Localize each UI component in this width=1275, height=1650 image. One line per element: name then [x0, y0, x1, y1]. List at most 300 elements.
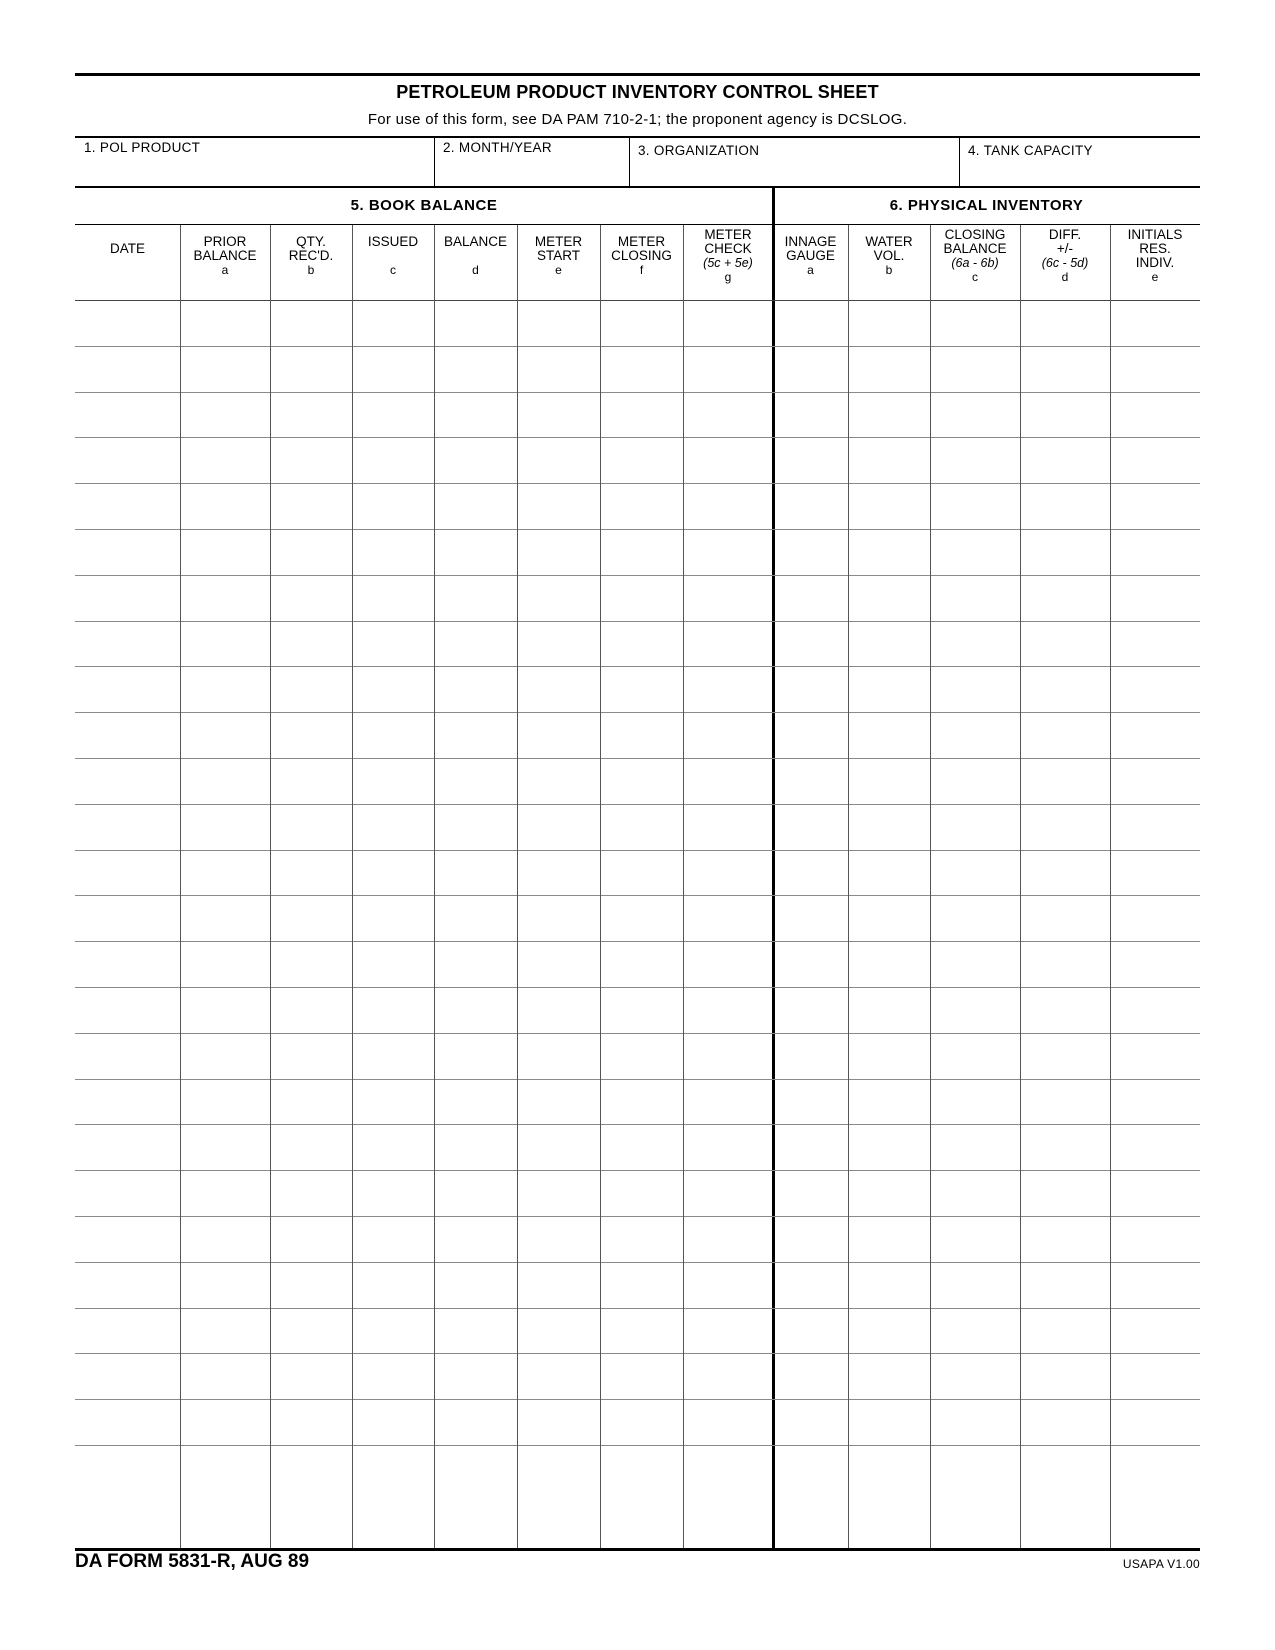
table-cell[interactable] — [1110, 1080, 1200, 1126]
table-cell[interactable] — [600, 805, 683, 851]
table-cell[interactable] — [180, 438, 270, 484]
table-cell[interactable] — [1020, 988, 1110, 1034]
table-cell[interactable] — [683, 805, 773, 851]
table-cell[interactable] — [773, 942, 848, 988]
table-cell[interactable] — [434, 1034, 517, 1080]
table-cell[interactable] — [180, 988, 270, 1034]
table-cell[interactable] — [683, 1400, 773, 1446]
table-cell[interactable] — [270, 713, 352, 759]
table-cell[interactable] — [270, 1080, 352, 1126]
table-cell[interactable] — [517, 484, 600, 530]
table-cell[interactable] — [930, 347, 1020, 393]
table-cell[interactable] — [1110, 622, 1200, 668]
table-cell[interactable] — [352, 805, 434, 851]
table-cell[interactable] — [180, 1354, 270, 1400]
table-cell[interactable] — [773, 1217, 848, 1263]
table-cell[interactable] — [1110, 1263, 1200, 1309]
table-cell[interactable] — [1020, 1263, 1110, 1309]
table-cell[interactable] — [683, 713, 773, 759]
table-cell[interactable] — [683, 942, 773, 988]
table-cell[interactable] — [848, 1217, 930, 1263]
table-cell[interactable] — [683, 347, 773, 393]
table-cell[interactable] — [600, 1034, 683, 1080]
table-cell[interactable] — [1110, 759, 1200, 805]
table-cell[interactable] — [180, 1171, 270, 1217]
table-cell[interactable] — [600, 988, 683, 1034]
table-cell[interactable] — [180, 713, 270, 759]
table-cell[interactable] — [683, 576, 773, 622]
table-cell[interactable] — [352, 1171, 434, 1217]
table-cell[interactable] — [434, 622, 517, 668]
table-cell[interactable] — [848, 301, 930, 347]
table-cell[interactable] — [434, 851, 517, 897]
table-cell[interactable] — [75, 393, 180, 439]
table-cell[interactable] — [517, 896, 600, 942]
table-cell[interactable] — [600, 622, 683, 668]
table-cell[interactable] — [180, 576, 270, 622]
table-cell[interactable] — [1020, 1217, 1110, 1263]
table-cell[interactable] — [75, 1125, 180, 1171]
table-cell[interactable] — [75, 1263, 180, 1309]
table-cell[interactable] — [848, 805, 930, 851]
table-cell[interactable] — [270, 1446, 352, 1492]
table-cell[interactable] — [1110, 988, 1200, 1034]
table-cell[interactable] — [1020, 942, 1110, 988]
table-cell[interactable] — [517, 393, 600, 439]
table-cell[interactable] — [1020, 347, 1110, 393]
table-cell[interactable] — [600, 347, 683, 393]
table-cell[interactable] — [848, 667, 930, 713]
table-cell[interactable] — [930, 1400, 1020, 1446]
table-cell[interactable] — [848, 713, 930, 759]
table-cell[interactable] — [517, 1354, 600, 1400]
table-cell[interactable] — [930, 1217, 1020, 1263]
table-cell[interactable] — [683, 301, 773, 347]
table-cell[interactable] — [930, 942, 1020, 988]
table-cell[interactable] — [683, 393, 773, 439]
table-cell[interactable] — [848, 896, 930, 942]
table-cell[interactable] — [434, 530, 517, 576]
table-cell[interactable] — [773, 438, 848, 484]
table-cell[interactable] — [434, 1263, 517, 1309]
table-cell[interactable] — [75, 1400, 180, 1446]
table-cell[interactable] — [517, 1034, 600, 1080]
table-cell[interactable] — [683, 1034, 773, 1080]
table-cell[interactable] — [1020, 1125, 1110, 1171]
table-cell[interactable] — [600, 1309, 683, 1355]
table-cell[interactable] — [848, 576, 930, 622]
table-cell[interactable] — [683, 1125, 773, 1171]
table-cell[interactable] — [517, 1217, 600, 1263]
tank-capacity-field[interactable]: 4. TANK CAPACITY — [968, 143, 1093, 158]
table-cell[interactable] — [1110, 438, 1200, 484]
table-cell[interactable] — [180, 393, 270, 439]
table-cell[interactable] — [600, 896, 683, 942]
table-cell[interactable] — [930, 1309, 1020, 1355]
table-cell[interactable] — [848, 438, 930, 484]
table-cell[interactable] — [1020, 667, 1110, 713]
table-cell[interactable] — [517, 301, 600, 347]
table-cell[interactable] — [517, 1125, 600, 1171]
table-cell[interactable] — [773, 759, 848, 805]
table-cell[interactable] — [270, 1217, 352, 1263]
table-cell[interactable] — [75, 347, 180, 393]
table-cell[interactable] — [683, 530, 773, 576]
table-cell[interactable] — [270, 1263, 352, 1309]
table-cell[interactable] — [1110, 301, 1200, 347]
table-cell[interactable] — [600, 1217, 683, 1263]
table-cell[interactable] — [180, 1217, 270, 1263]
table-cell[interactable] — [930, 438, 1020, 484]
table-cell[interactable] — [434, 576, 517, 622]
table-cell[interactable] — [848, 851, 930, 897]
table-cell[interactable] — [930, 1446, 1020, 1492]
table-cell[interactable] — [930, 484, 1020, 530]
table-cell[interactable] — [180, 301, 270, 347]
table-cell[interactable] — [270, 438, 352, 484]
table-cell[interactable] — [773, 301, 848, 347]
table-cell[interactable] — [600, 484, 683, 530]
table-cell[interactable] — [434, 713, 517, 759]
table-cell[interactable] — [848, 347, 930, 393]
table-cell[interactable] — [270, 1171, 352, 1217]
organization-field[interactable]: 3. ORGANIZATION — [638, 143, 760, 158]
table-cell[interactable] — [683, 759, 773, 805]
table-cell[interactable] — [434, 1354, 517, 1400]
table-cell[interactable] — [1020, 393, 1110, 439]
table-cell[interactable] — [352, 1034, 434, 1080]
table-cell[interactable] — [270, 393, 352, 439]
table-cell[interactable] — [352, 1125, 434, 1171]
table-cell[interactable] — [180, 622, 270, 668]
table-cell[interactable] — [1020, 301, 1110, 347]
table-cell[interactable] — [930, 1263, 1020, 1309]
table-cell[interactable] — [352, 851, 434, 897]
table-cell[interactable] — [180, 942, 270, 988]
table-cell[interactable] — [848, 1400, 930, 1446]
table-cell[interactable] — [930, 896, 1020, 942]
table-cell[interactable] — [600, 530, 683, 576]
table-cell[interactable] — [930, 713, 1020, 759]
table-cell[interactable] — [75, 438, 180, 484]
table-cell[interactable] — [600, 1080, 683, 1126]
table-cell[interactable] — [683, 667, 773, 713]
table-cell[interactable] — [848, 1354, 930, 1400]
table-cell[interactable] — [270, 576, 352, 622]
table-cell[interactable] — [1020, 1309, 1110, 1355]
table-cell[interactable] — [434, 438, 517, 484]
table-cell[interactable] — [773, 530, 848, 576]
table-cell[interactable] — [848, 1263, 930, 1309]
table-cell[interactable] — [180, 1309, 270, 1355]
table-cell[interactable] — [773, 667, 848, 713]
table-cell[interactable] — [434, 759, 517, 805]
table-cell[interactable] — [75, 484, 180, 530]
table-cell[interactable] — [517, 1080, 600, 1126]
table-cell[interactable] — [773, 1171, 848, 1217]
table-cell[interactable] — [352, 1354, 434, 1400]
table-cell[interactable] — [352, 438, 434, 484]
table-cell[interactable] — [600, 438, 683, 484]
table-cell[interactable] — [517, 438, 600, 484]
table-cell[interactable] — [930, 851, 1020, 897]
table-cell[interactable] — [600, 301, 683, 347]
table-cell[interactable] — [683, 622, 773, 668]
table-cell[interactable] — [352, 393, 434, 439]
table-cell[interactable] — [773, 1125, 848, 1171]
table-cell[interactable] — [75, 713, 180, 759]
table-cell[interactable] — [930, 622, 1020, 668]
table-cell[interactable] — [434, 484, 517, 530]
table-cell[interactable] — [773, 1400, 848, 1446]
table-cell[interactable] — [434, 1446, 517, 1492]
table-cell[interactable] — [1020, 622, 1110, 668]
table-cell[interactable] — [352, 896, 434, 942]
table-cell[interactable] — [517, 1263, 600, 1309]
table-cell[interactable] — [180, 896, 270, 942]
table-cell[interactable] — [75, 576, 180, 622]
table-cell[interactable] — [434, 1309, 517, 1355]
table-cell[interactable] — [270, 1354, 352, 1400]
table-cell[interactable] — [683, 1217, 773, 1263]
table-cell[interactable] — [270, 1125, 352, 1171]
table-cell[interactable] — [848, 530, 930, 576]
table-cell[interactable] — [434, 667, 517, 713]
table-cell[interactable] — [75, 1354, 180, 1400]
table-cell[interactable] — [600, 576, 683, 622]
table-cell[interactable] — [930, 1034, 1020, 1080]
table-cell[interactable] — [848, 1080, 930, 1126]
table-cell[interactable] — [1020, 896, 1110, 942]
table-cell[interactable] — [930, 301, 1020, 347]
table-cell[interactable] — [352, 1446, 434, 1492]
table-cell[interactable] — [1110, 942, 1200, 988]
table-cell[interactable] — [600, 1125, 683, 1171]
table-cell[interactable] — [930, 988, 1020, 1034]
table-cell[interactable] — [683, 1309, 773, 1355]
table-cell[interactable] — [683, 438, 773, 484]
table-cell[interactable] — [930, 1354, 1020, 1400]
table-cell[interactable] — [1020, 1400, 1110, 1446]
table-cell[interactable] — [270, 301, 352, 347]
table-cell[interactable] — [773, 988, 848, 1034]
table-cell[interactable] — [180, 484, 270, 530]
table-cell[interactable] — [1020, 1446, 1110, 1492]
table-cell[interactable] — [1110, 393, 1200, 439]
table-cell[interactable] — [75, 1309, 180, 1355]
table-cell[interactable] — [517, 805, 600, 851]
table-cell[interactable] — [270, 805, 352, 851]
table-cell[interactable] — [1110, 1354, 1200, 1400]
table-cell[interactable] — [1110, 530, 1200, 576]
table-cell[interactable] — [600, 1171, 683, 1217]
table-cell[interactable] — [848, 1446, 930, 1492]
table-cell[interactable] — [180, 347, 270, 393]
table-cell[interactable] — [848, 393, 930, 439]
table-cell[interactable] — [352, 759, 434, 805]
table-cell[interactable] — [930, 805, 1020, 851]
table-cell[interactable] — [180, 1080, 270, 1126]
table-cell[interactable] — [75, 301, 180, 347]
table-cell[interactable] — [434, 347, 517, 393]
table-cell[interactable] — [270, 851, 352, 897]
table-cell[interactable] — [1110, 1171, 1200, 1217]
table-cell[interactable] — [180, 1446, 270, 1492]
table-cell[interactable] — [434, 896, 517, 942]
table-cell[interactable] — [600, 713, 683, 759]
table-cell[interactable] — [1110, 851, 1200, 897]
table-cell[interactable] — [1110, 484, 1200, 530]
table-cell[interactable] — [434, 805, 517, 851]
table-cell[interactable] — [1020, 530, 1110, 576]
table-cell[interactable] — [517, 759, 600, 805]
table-cell[interactable] — [75, 988, 180, 1034]
table-cell[interactable] — [848, 1125, 930, 1171]
table-cell[interactable] — [930, 1171, 1020, 1217]
table-cell[interactable] — [517, 530, 600, 576]
table-cell[interactable] — [352, 1263, 434, 1309]
table-cell[interactable] — [1020, 438, 1110, 484]
table-cell[interactable] — [600, 851, 683, 897]
table-cell[interactable] — [180, 805, 270, 851]
table-cell[interactable] — [600, 393, 683, 439]
table-cell[interactable] — [930, 1125, 1020, 1171]
table-cell[interactable] — [270, 667, 352, 713]
table-cell[interactable] — [683, 851, 773, 897]
table-cell[interactable] — [75, 759, 180, 805]
table-cell[interactable] — [270, 942, 352, 988]
table-cell[interactable] — [517, 713, 600, 759]
table-cell[interactable] — [1110, 1217, 1200, 1263]
table-cell[interactable] — [848, 622, 930, 668]
table-cell[interactable] — [1110, 667, 1200, 713]
table-cell[interactable] — [517, 942, 600, 988]
table-cell[interactable] — [848, 759, 930, 805]
table-cell[interactable] — [773, 1354, 848, 1400]
table-cell[interactable] — [1020, 805, 1110, 851]
table-cell[interactable] — [1020, 1354, 1110, 1400]
table-cell[interactable] — [1110, 347, 1200, 393]
table-cell[interactable] — [517, 1309, 600, 1355]
table-cell[interactable] — [773, 347, 848, 393]
table-cell[interactable] — [180, 759, 270, 805]
table-cell[interactable] — [683, 1171, 773, 1217]
table-cell[interactable] — [517, 667, 600, 713]
table-cell[interactable] — [75, 805, 180, 851]
table-cell[interactable] — [352, 530, 434, 576]
table-cell[interactable] — [75, 1080, 180, 1126]
table-cell[interactable] — [600, 1400, 683, 1446]
table-cell[interactable] — [352, 1400, 434, 1446]
table-cell[interactable] — [1110, 805, 1200, 851]
table-cell[interactable] — [683, 896, 773, 942]
table-cell[interactable] — [683, 1354, 773, 1400]
table-cell[interactable] — [930, 1080, 1020, 1126]
table-cell[interactable] — [434, 1217, 517, 1263]
table-cell[interactable] — [1110, 1125, 1200, 1171]
table-cell[interactable] — [270, 484, 352, 530]
table-cell[interactable] — [773, 851, 848, 897]
table-cell[interactable] — [352, 484, 434, 530]
table-cell[interactable] — [517, 576, 600, 622]
table-cell[interactable] — [683, 484, 773, 530]
table-cell[interactable] — [352, 942, 434, 988]
table-cell[interactable] — [600, 759, 683, 805]
table-cell[interactable] — [180, 667, 270, 713]
table-cell[interactable] — [1110, 1034, 1200, 1080]
table-cell[interactable] — [773, 896, 848, 942]
table-cell[interactable] — [75, 896, 180, 942]
table-cell[interactable] — [434, 1171, 517, 1217]
table-cell[interactable] — [1110, 1400, 1200, 1446]
table-cell[interactable] — [773, 576, 848, 622]
month-year-field[interactable]: 2. MONTH/YEAR — [443, 140, 552, 155]
table-cell[interactable] — [75, 1171, 180, 1217]
table-cell[interactable] — [180, 530, 270, 576]
table-cell[interactable] — [848, 1309, 930, 1355]
table-cell[interactable] — [1110, 1446, 1200, 1492]
table-cell[interactable] — [517, 1446, 600, 1492]
table-cell[interactable] — [270, 759, 352, 805]
table-cell[interactable] — [352, 347, 434, 393]
table-cell[interactable] — [1110, 1309, 1200, 1355]
table-cell[interactable] — [352, 622, 434, 668]
table-cell[interactable] — [848, 1034, 930, 1080]
table-cell[interactable] — [930, 667, 1020, 713]
table-cell[interactable] — [352, 1309, 434, 1355]
table-cell[interactable] — [75, 530, 180, 576]
table-cell[interactable] — [773, 484, 848, 530]
table-cell[interactable] — [352, 1217, 434, 1263]
table-cell[interactable] — [1020, 484, 1110, 530]
table-cell[interactable] — [270, 1400, 352, 1446]
table-cell[interactable] — [352, 576, 434, 622]
table-cell[interactable] — [773, 1446, 848, 1492]
table-cell[interactable] — [517, 622, 600, 668]
table-cell[interactable] — [600, 667, 683, 713]
table-cell[interactable] — [270, 347, 352, 393]
table-cell[interactable] — [1020, 759, 1110, 805]
table-cell[interactable] — [683, 1446, 773, 1492]
table-cell[interactable] — [75, 851, 180, 897]
table-cell[interactable] — [352, 667, 434, 713]
table-cell[interactable] — [773, 622, 848, 668]
table-cell[interactable] — [1110, 713, 1200, 759]
table-cell[interactable] — [75, 1446, 180, 1492]
table-cell[interactable] — [600, 942, 683, 988]
table-cell[interactable] — [75, 667, 180, 713]
table-cell[interactable] — [517, 347, 600, 393]
table-cell[interactable] — [848, 988, 930, 1034]
table-cell[interactable] — [434, 301, 517, 347]
table-cell[interactable] — [1110, 896, 1200, 942]
table-cell[interactable] — [352, 988, 434, 1034]
table-cell[interactable] — [270, 622, 352, 668]
table-cell[interactable] — [75, 622, 180, 668]
table-cell[interactable] — [352, 713, 434, 759]
table-cell[interactable] — [434, 988, 517, 1034]
table-cell[interactable] — [773, 1263, 848, 1309]
table-cell[interactable] — [1020, 1171, 1110, 1217]
table-cell[interactable] — [600, 1354, 683, 1400]
table-cell[interactable] — [270, 896, 352, 942]
table-cell[interactable] — [683, 988, 773, 1034]
table-cell[interactable] — [600, 1263, 683, 1309]
table-cell[interactable] — [773, 393, 848, 439]
table-cell[interactable] — [180, 1034, 270, 1080]
table-cell[interactable] — [270, 530, 352, 576]
table-cell[interactable] — [1020, 1034, 1110, 1080]
